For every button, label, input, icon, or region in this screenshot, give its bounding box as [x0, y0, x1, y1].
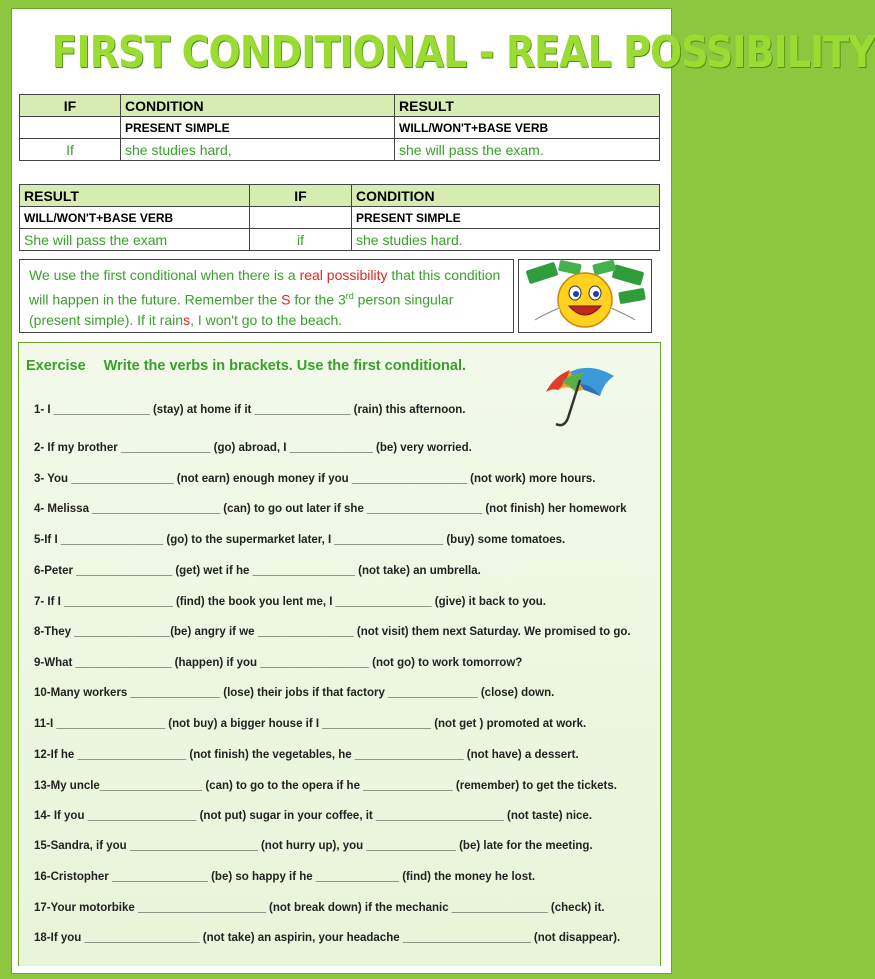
header-if: IF [250, 185, 352, 207]
page-title: FIRST CONDITIONAL - REAL POSSIBILITY [51, 27, 875, 78]
header-if: IF [20, 95, 121, 117]
table-rule-row [20, 117, 660, 139]
header-result: RESULT [395, 95, 660, 117]
exercise-item-1: 1- I _______________ (stay) at home if it _______________ (rain) this afternoon. [34, 404, 466, 416]
example-condition: she studies hard, [121, 139, 395, 161]
exercise-item-17: 17-Your motorbike ____________________ (not break down) if the mechanic _______________ (check) it. [34, 902, 605, 914]
exercise-item-5: 5-If I ________________ (go) to the supermarket later, I _________________ (buy) some tomatoes. [34, 534, 566, 546]
exercise-item-4: 4- Melissa ____________________ (can) to go out later if she __________________ (not finish) her homework [34, 503, 627, 515]
exercise-item-15: 15-Sandra, if you ____________________ (not hurry up), you ______________ (be) late for the meeting. [34, 840, 593, 852]
rule-if [250, 207, 352, 229]
exercise-item-13: 13-My uncle________________ (can) to go to the opera if he ______________ (remember) to get the tickets. [34, 780, 617, 792]
exercise-item-10: 10-Many workers ______________ (lose) their jobs if that factory ______________ (close) down. [34, 687, 555, 699]
smiley-image-box [518, 259, 652, 333]
highlight-real-possibility: real possibility [299, 267, 388, 283]
example-if: if [250, 229, 352, 251]
table-header-row [20, 185, 660, 207]
table-header-row [20, 95, 660, 117]
rule-condition: PRESENT SIMPLE [352, 207, 660, 229]
rule-result: WILL/WON'T+BASE VERB [20, 207, 250, 229]
exercise-item-6: 6-Peter _______________ (get) wet if he ________________ (not take) an umbrella. [34, 565, 481, 577]
highlight-s-ending: s [183, 311, 191, 328]
if-first-table [19, 94, 660, 161]
header-result: RESULT [20, 185, 250, 207]
highlight-s: S [281, 291, 291, 308]
example-result: She will pass the exam [20, 229, 250, 251]
exercise-item-16: 16-Cristopher _______________ (be) so happy if he _____________ (find) the money he lost. [34, 871, 536, 883]
header-condition: CONDITION [121, 95, 395, 117]
header-condition: CONDITION [352, 185, 660, 207]
table-example-row [20, 229, 660, 251]
exercise-item-3: 3- You ________________ (not earn) enough money if you __________________ (not work) more hours. [34, 473, 596, 485]
umbrella-icon [540, 362, 620, 436]
example-condition: she studies hard. [352, 229, 660, 251]
rule-if [20, 117, 121, 139]
exercise-label: Exercise [26, 358, 86, 374]
exercise-instruction: Write the verbs in brackets. Use the first conditional. [103, 358, 466, 374]
exercise-item-12: 12-If he _________________ (not finish) the vegetables, he _________________ (not have) a dessert. [34, 749, 579, 761]
exercise-item-11: 11-I _________________ (not buy) a bigger house if I _________________ (not get ) promoted at work. [34, 718, 587, 730]
rule-result: WILL/WON'T+BASE VERB [395, 117, 660, 139]
exercise-heading [26, 358, 466, 374]
exercise-item-9: 9-What _______________ (happen) if you _________________ (not go) to work tomorrow? [34, 657, 523, 669]
smiley-money-icon [519, 260, 651, 332]
result-first-table [19, 184, 660, 251]
explanation-note: We use the first conditional when there is a real possibility that this condition will happen in the future. Remember the S for the 3rd person singular (present simple). If it rains, I won't go to the beach. [19, 259, 514, 333]
example-if: If [20, 139, 121, 161]
exercise-item-2: 2- If my brother ______________ (go) abroad, I _____________ (be) very worried. [34, 442, 472, 454]
table-example-row [20, 139, 660, 161]
exercise-item-14: 14- If you _________________ (not put) sugar in your coffee, it ____________________ (not taste) nice. [34, 810, 593, 822]
table-rule-row [20, 207, 660, 229]
exercise-item-18: 18-If you __________________ (not take) an aspirin, your headache ____________________ (not disappear). [34, 932, 621, 944]
exercise-item-7: 7- If I _________________ (find) the book you lent me, I _______________ (give) it back to you. [34, 596, 546, 608]
example-result: she will pass the exam. [395, 139, 660, 161]
exercise-item-8: 8-They _______________(be) angry if we _______________ (not visit) them next Saturday. We promised to go. [34, 626, 631, 638]
rule-condition: PRESENT SIMPLE [121, 117, 395, 139]
